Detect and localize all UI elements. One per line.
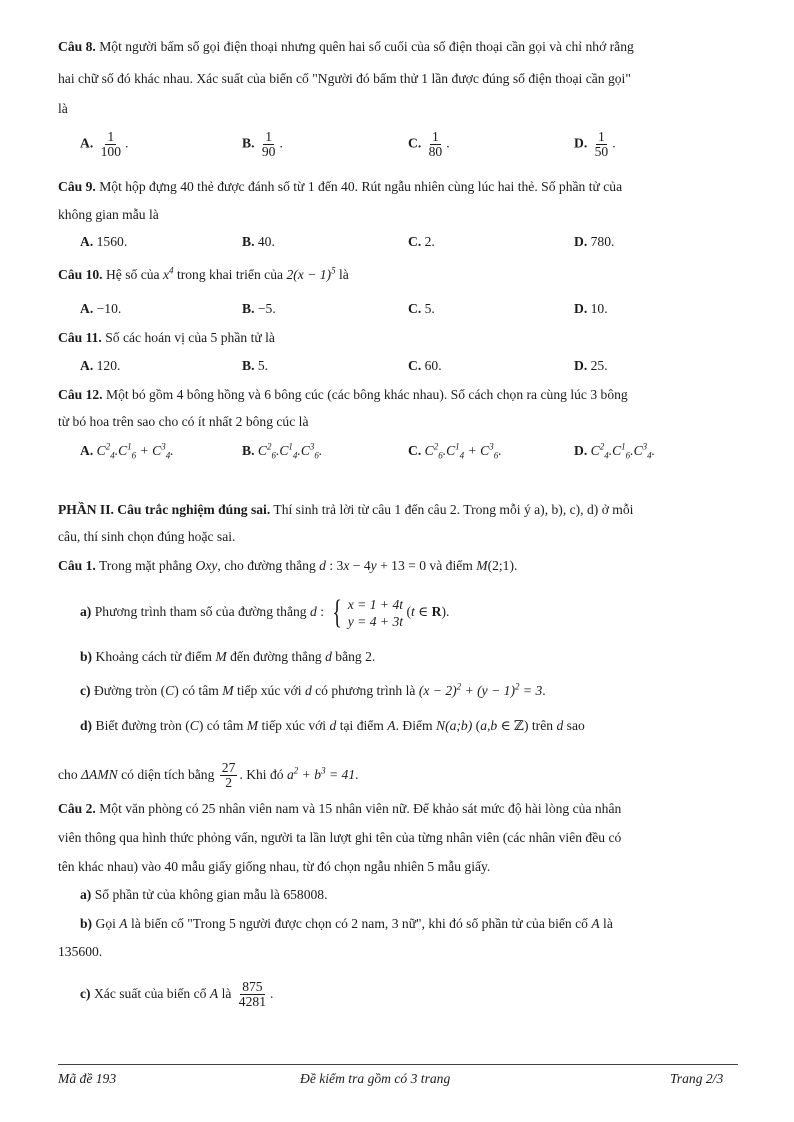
q11-option-a[interactable]: A. 120. <box>80 358 121 373</box>
q11-option-d[interactable]: D. 25. <box>574 358 608 373</box>
p2q1-line1: Câu 1. Trong mặt phẳng Oxy, cho đường thẳng d : 3x − 4y + 13 = 0 và điểm M(2;1). <box>58 558 518 573</box>
q12-line2: từ bó hoa trên sao cho có ít nhất 2 bông cúc là <box>58 414 309 429</box>
q10-option-a[interactable]: A. −10. <box>80 301 122 316</box>
q12-line1: Câu 12. Một bó gồm 4 bông hồng và 6 bông cúc (các bông khác nhau). Số cách chọn ra cùng lúc 3 bông <box>58 387 628 402</box>
q10-option-c[interactable]: C. 5. <box>408 301 435 316</box>
q9-option-b[interactable]: B. 40. <box>242 234 275 249</box>
option-label: C. <box>408 135 422 151</box>
q9-text-2: không gian mẫu là <box>58 207 159 222</box>
q10-option-b[interactable]: B. −5. <box>242 301 276 316</box>
q9-line1 <box>58 178 622 196</box>
q10-line1: Câu 10. Hệ số của $x^4$ trong khai triển của $2(x - 1)^5$ là <box>58 265 349 282</box>
q12-number: Câu 12. <box>58 387 103 402</box>
math-expansion: $2(x - 1)^5$ <box>286 265 336 282</box>
p2q1-d-line2: cho ΔAMN có diện tích bằng $\frac{27}{2}$ . Khi đó $a^2 + b^3 = 41$. <box>58 760 359 791</box>
fraction: $\frac{27}{2}$ <box>221 760 236 791</box>
footer-divider <box>58 1064 738 1065</box>
fraction: $\frac{875}{4281}$ <box>238 979 266 1010</box>
p2q2-line1: Câu 2. Một văn phòng có 25 nhân viên nam và 15 nhân viên nữ. Để khảo sát mức độ hài lòng của nhân <box>58 801 622 816</box>
q11-option-c[interactable]: C. 60. <box>408 358 442 373</box>
q10-number: Câu 10. <box>58 267 103 282</box>
p2q2-line2: viên thông qua hình thức phỏng vấn, người ta lần lượt ghi tên của từng nhân viên (các nhân viên đều có <box>58 830 622 845</box>
part2-heading: PHẦN II. Câu trắc nghiệm đúng sai. <box>58 502 271 517</box>
p2q1-a: a) Phương trình tham số của đường thẳng d : { x = 1 + 4t y = 4 + 3t (t ∈ R). <box>80 593 450 631</box>
p2q1-c: c) Đường tròn (C) có tâm M tiếp xúc với d có phương trình là $(x - 2)^2 + (y - 1)^2 = 3$. <box>80 681 546 698</box>
part2-heading-line: PHẦN II. Câu trắc nghiệm đúng sai. Thí sinh trả lời từ câu 1 đến câu 2. Trong mỗi ý a), b), c), d) ở mỗi <box>58 502 634 517</box>
q9-option-c[interactable]: C. 2. <box>408 234 435 249</box>
p2q1-number: Câu 1. <box>58 558 96 573</box>
q9-option-d[interactable]: D. 780. <box>574 234 615 249</box>
q12-option-d[interactable]: D. $C^2_4.C^1_6.C^3_4$. <box>574 441 656 461</box>
part2-line2: câu, thí sinh chọn đúng hoặc sai. <box>58 529 236 544</box>
q8-option-c[interactable]: C. $\frac{1}{80}$ . <box>408 129 450 159</box>
q9-option-a[interactable]: A. 1560. <box>80 234 128 249</box>
fraction: $\frac{1}{50}$ <box>594 129 609 159</box>
q12-option-a[interactable]: A. $C^2_4.C^1_6 + C^3_4$. <box>80 441 174 461</box>
fraction: $\frac{1}{90}$ <box>261 129 276 159</box>
q8-line2 <box>58 70 631 88</box>
p2q2-line3: tên khác nhau) vào 40 mẫu giấy giống nhau, từ đó chọn ngẫu nhiên 5 mẫu giấy. <box>58 859 491 874</box>
p2q2-number: Câu 2. <box>58 801 96 816</box>
param-system: { x = 1 + 4t y = 4 + 3t <box>332 593 404 631</box>
q8-number: Câu 8. <box>58 39 96 54</box>
q12-option-c[interactable]: C. $C^2_6.C^1_4 + C^3_6$. <box>408 441 502 461</box>
math-x4: $x^4$ <box>163 265 174 282</box>
footer-exam-code: Mã đề 193 <box>58 1071 117 1086</box>
footer-page-number: Trang 2/3 <box>670 1071 724 1086</box>
q8-text-3: là <box>58 101 68 116</box>
q11-line1: Câu 11. Số các hoán vị của 5 phần tử là <box>58 330 275 345</box>
q8-option-d[interactable]: D. $\frac{1}{50}$ . <box>574 129 616 159</box>
option-label: B. <box>242 135 255 151</box>
q10-option-d[interactable]: D. 10. <box>574 301 608 316</box>
q8-line3 <box>58 100 68 118</box>
q8-option-a[interactable]: A. $\frac{1}{100}$ . <box>80 129 129 159</box>
q8-text-2: hai chữ số đó khác nhau. Xác suất của biến cố "Người đó bấm thử 1 lần được đúng số điện thoại cần gọi" <box>58 71 631 86</box>
q11-number: Câu 11. <box>58 330 102 345</box>
q9-text-1: Một hộp đựng 40 thẻ được đánh số từ 1 đến 40. Rút ngẫu nhiên cùng lúc hai thẻ. Số phần tử của <box>99 179 623 194</box>
p2q2-b-line2: 135600. <box>58 944 103 959</box>
option-label: D. <box>574 135 588 151</box>
fraction: $\frac{1}{100}$ <box>100 129 122 159</box>
p2q1-d: d) Biết đường tròn (C) có tâm M tiếp xúc với d tại điểm A. Điểm N(a;b) (a,b ∈ ℤ) trên d sao <box>80 718 585 733</box>
footer-pages-info: Đề kiểm tra gồm có 3 trang <box>300 1071 451 1086</box>
p2q2-b: b) Gọi A là biến cố "Trong 5 người được chọn có 2 nam, 3 nữ", khi đó số phần tử của biến cố A là <box>80 916 613 931</box>
q8-option-b[interactable]: B. $\frac{1}{90}$ . <box>242 129 283 159</box>
q8-line1 <box>58 38 634 56</box>
q9-line2 <box>58 206 159 224</box>
q9-number: Câu 9. <box>58 179 96 194</box>
p2q1-b: b) Khoảng cách từ điểm M đến đường thẳng d bằng 2. <box>80 649 376 664</box>
q8-text-1: Một người bấm số gọi điện thoại nhưng quên hai số cuối của số điện thoại cần gọi và chỉ nhớ rằng <box>99 39 634 54</box>
option-label: A. <box>80 135 94 151</box>
p2q2-c: c) Xác suất của biến cố A là $\frac{875}{4281}$ . <box>80 979 274 1010</box>
q12-option-b[interactable]: B. $C^2_6.C^1_4.C^3_6$. <box>242 441 323 461</box>
q11-option-b[interactable]: B. 5. <box>242 358 269 373</box>
fraction: $\frac{1}{80}$ <box>428 129 443 159</box>
p2q2-a: a) Số phần tử của không gian mẫu là 658008. <box>80 887 328 902</box>
